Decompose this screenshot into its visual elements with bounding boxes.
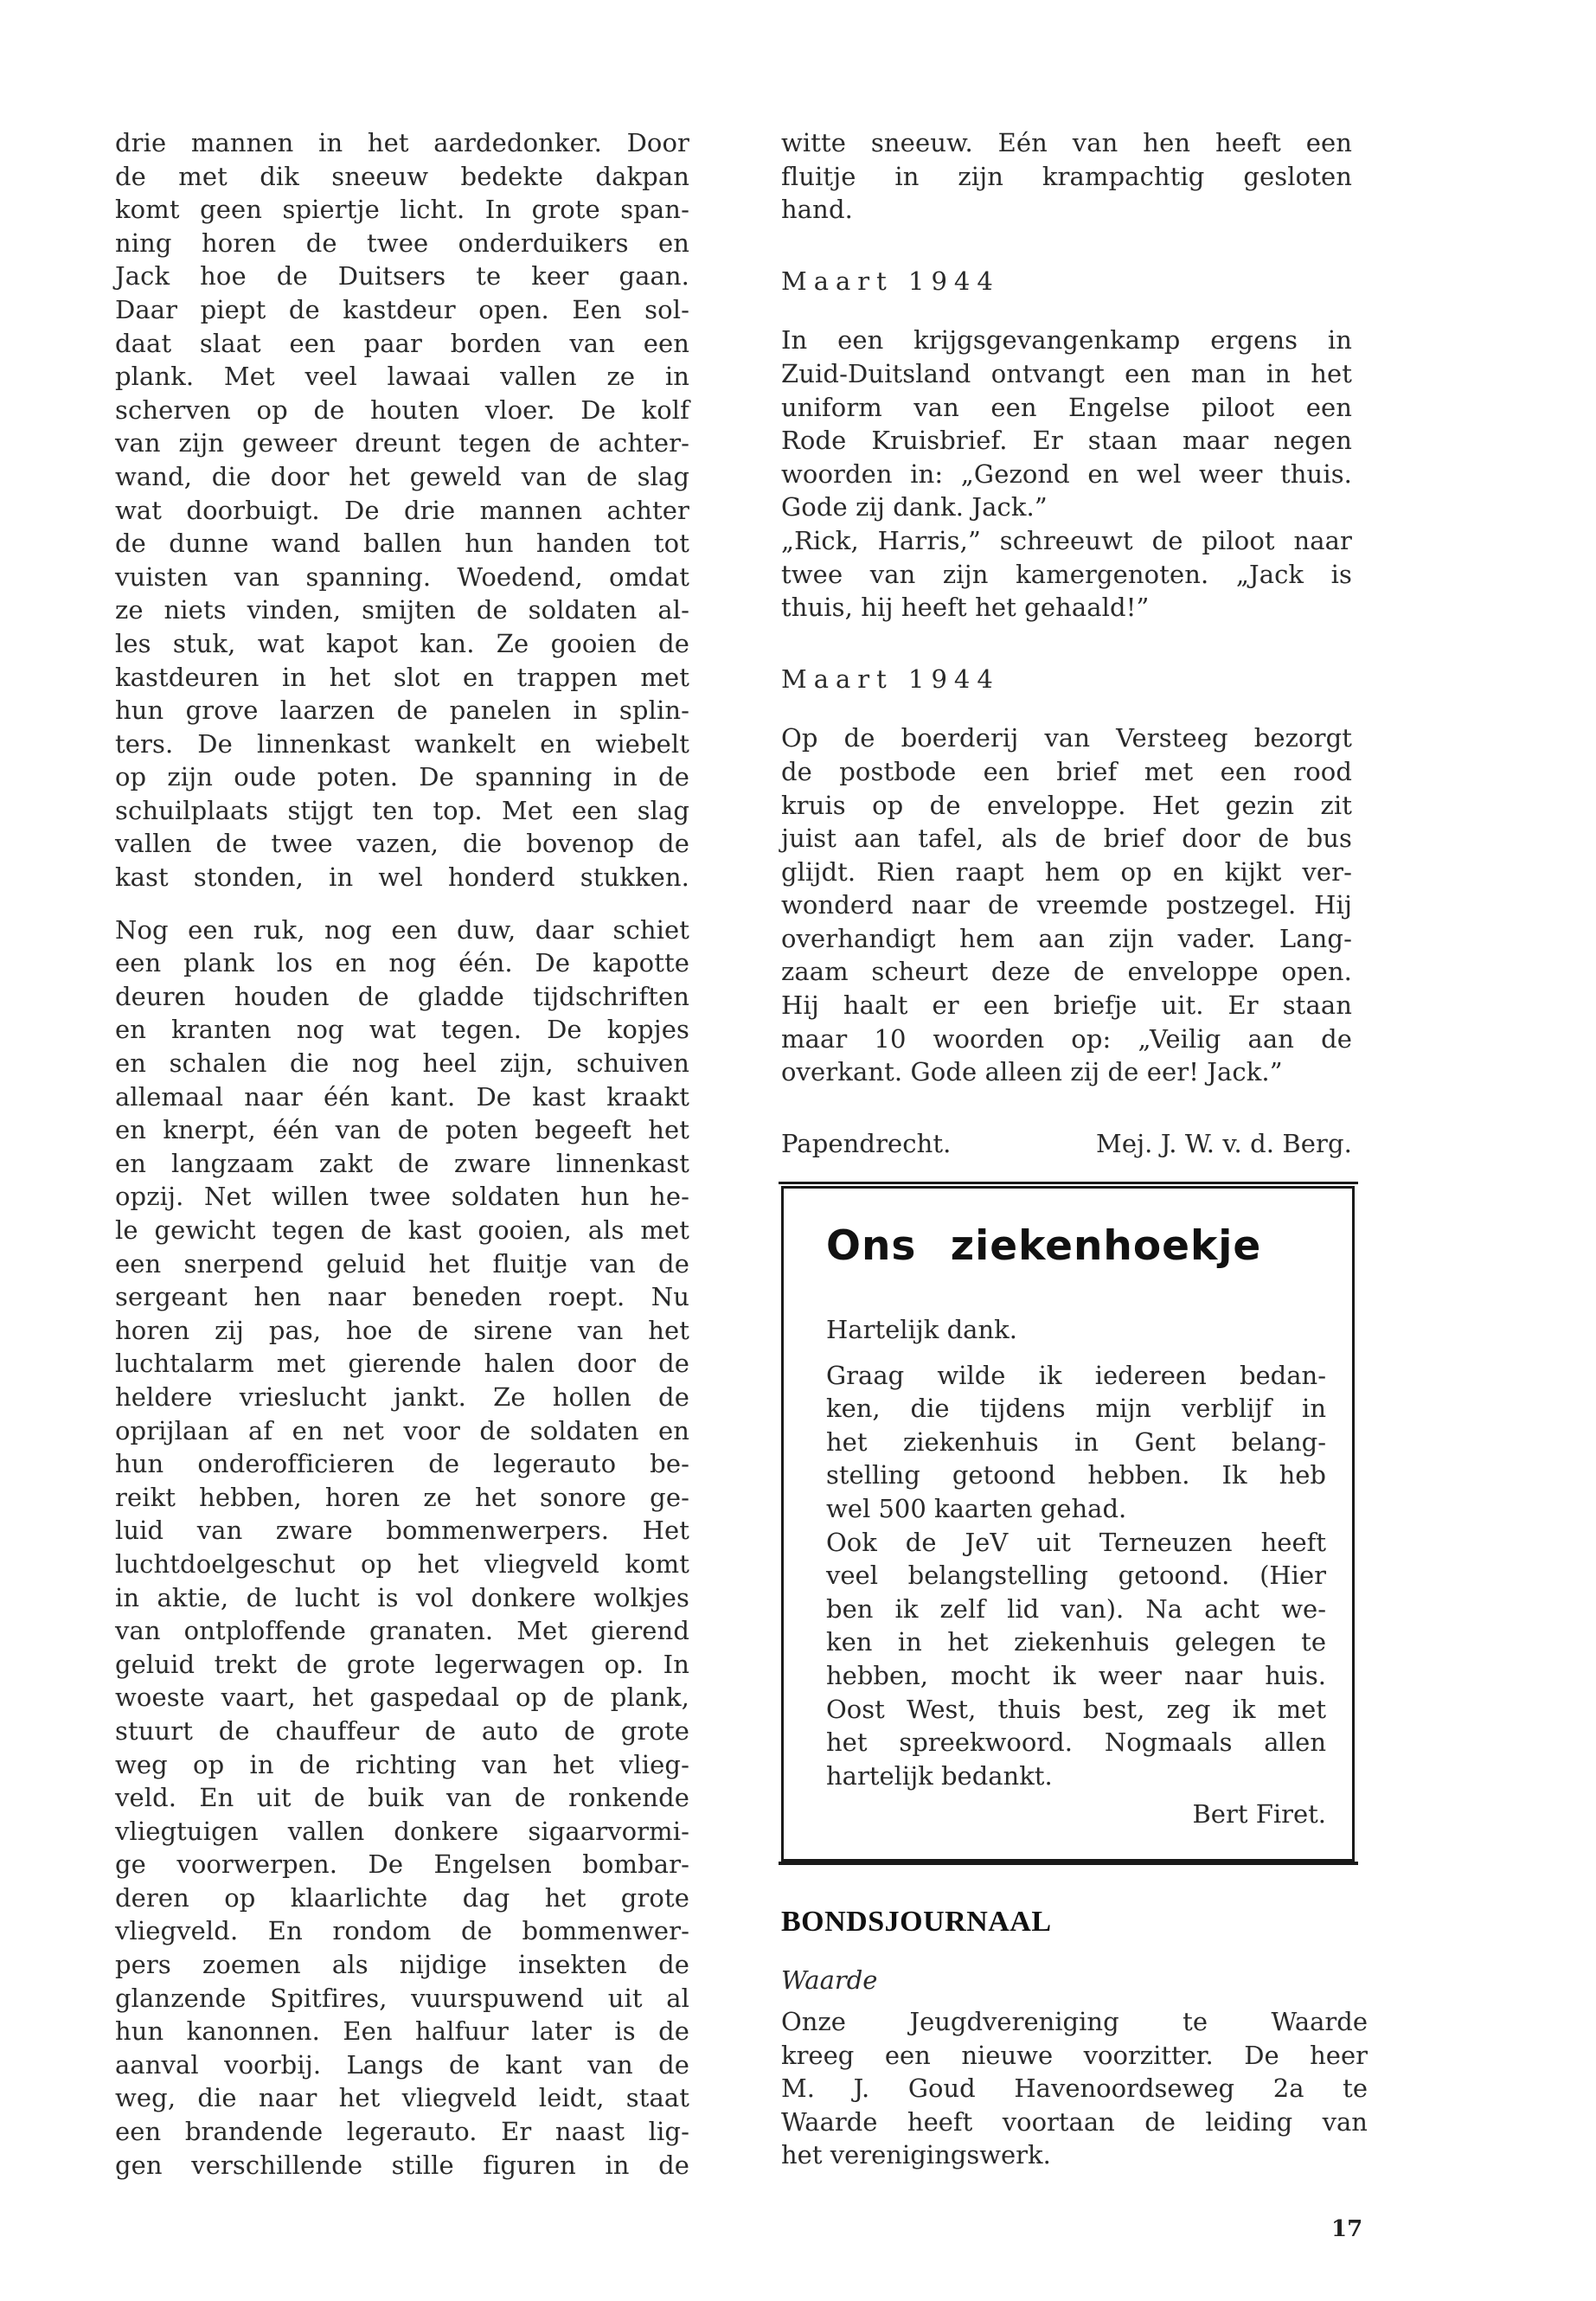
text-line: veld. En uit de buik van de ronkende xyxy=(115,1783,689,1813)
text-line: en kranten nog wat tegen. De kopjes xyxy=(115,1015,689,1045)
text-line: in aktie, de lucht is vol donkere wolkjes xyxy=(115,1582,689,1612)
text-line: vallen de twee vazen, die bovenop de xyxy=(115,829,689,859)
text-line: ben ik zelf lid van). Na acht we- xyxy=(826,1593,1326,1624)
text-line: gen verschillende stille figuren in de xyxy=(115,2150,689,2180)
text-line: glijdt. Rien raapt hem op en kijkt ver- xyxy=(781,856,1352,887)
text-line: deren op klaarlichte dag het grote xyxy=(115,1882,689,1913)
text-line: witte sneeuw. Eén van hen heeft een xyxy=(781,128,1352,157)
text-line: op zijn oude poten. De spanning in de xyxy=(115,762,689,792)
text-line: van ontploffende granaten. Met gierend xyxy=(115,1616,689,1646)
text-line: weg op in de richting van het vlieg- xyxy=(115,1749,689,1779)
dateline-2: Maart 1944 xyxy=(781,663,1000,694)
text-line: vuisten van spanning. Woedend, omdat xyxy=(115,561,689,592)
signature-place: Papendrecht. xyxy=(781,1128,952,1158)
text-line: kreeg een nieuwe voorzitter. De heer xyxy=(781,2040,1368,2070)
text-line: thuis, hij heeft het gehaald!” xyxy=(781,593,1150,623)
text-line: ken, die tijdens mijn verblijf in xyxy=(826,1394,1326,1424)
text-line: het spreekwoord. Nogmaals allen xyxy=(826,1727,1326,1758)
text-line: juist aan tafel, als de brief door de bus xyxy=(781,824,1352,854)
ziekenhoekje-body xyxy=(826,1313,1326,1831)
signature-author: Mej. J. W. v. d. Berg. xyxy=(1096,1128,1352,1158)
text-line: kruis op de enveloppe. Het gezin zit xyxy=(781,790,1352,820)
text-line: les stuk, wat kapot kan. Ze gooien de xyxy=(115,628,689,658)
text-line: de dunne wand ballen hun handen tot xyxy=(115,529,689,559)
ziekenhoekje-letter xyxy=(826,1359,1326,1793)
text-line: de postbode een brief met een rood xyxy=(781,756,1352,786)
text-line: Oost West, thuis best, zeg ik met xyxy=(826,1694,1326,1724)
text-line: twee van zijn kamergenoten. „Jack is xyxy=(781,559,1352,589)
text-line: Graag wilde ik iedereen bedan- xyxy=(826,1360,1326,1390)
text-line: overkant. Gode alleen zij de eer! Jack.” xyxy=(781,1057,1283,1087)
text-line: overhandigt hem aan zijn vader. Lang- xyxy=(781,923,1352,953)
text-line: woorden in: „Gezond en wel weer thuis. xyxy=(781,458,1352,489)
text-line: en schalen die nog heel zijn, schuiven xyxy=(115,1048,689,1079)
story-signature xyxy=(781,1127,1352,1161)
text-line: luid van zware bommenwerpers. Het xyxy=(115,1516,689,1546)
bondsjournaal-body xyxy=(781,2005,1368,2172)
text-line: het ziekenhuis in Gent belang- xyxy=(826,1426,1326,1457)
text-line: weg, die naar het vliegveld leidt, staat xyxy=(115,2083,689,2113)
text-line: komt geen spiertje licht. In grote span- xyxy=(115,195,689,225)
text-line: Daar piept de kastdeur open. Een sol- xyxy=(115,294,689,324)
text-line: plank. Met veel lawaai vallen ze in xyxy=(115,362,689,392)
text-line: sergeant hen naar beneden roept. Nu xyxy=(115,1282,689,1312)
text-line: hun grove laarzen de panelen in splin- xyxy=(115,695,689,726)
text-line: wel 500 kaarten gehad. xyxy=(826,1493,1127,1523)
text-line: hand. xyxy=(781,195,853,225)
text-line: van zijn geweer dreunt tegen de achter- xyxy=(115,428,689,458)
text-line: Zuid-Duitsland ontvangt een man in het xyxy=(781,358,1352,388)
bondsjournaal-location: Waarde xyxy=(781,1965,878,1995)
text-line: Onze Jeugdvereniging te Waarde xyxy=(781,2007,1368,2036)
text-line: ters. De linnenkast wankelt en wiebelt xyxy=(115,728,689,759)
text-line: geluid trekt de grote legerwagen op. In xyxy=(115,1649,689,1679)
dateline-1: Maart 1944 xyxy=(781,266,1000,296)
ziekenhoekje-intro: Hartelijk dank. xyxy=(826,1315,1017,1344)
text-line: hun kanonnen. Een halfuur later is de xyxy=(115,2016,689,2047)
text-line: ken in het ziekenhuis gelegen te xyxy=(826,1627,1326,1657)
bondsjournaal-title: BONDSJOURNAAL xyxy=(781,1906,1052,1938)
text-line: ze niets vinden, smijten de soldaten al- xyxy=(115,595,689,625)
text-line: ge voorwerpen. De Engelsen bombar- xyxy=(115,1849,689,1880)
box-bottom-rule xyxy=(779,1862,1358,1865)
text-line: heldere vrieslucht jankt. Ze hollen de xyxy=(115,1381,689,1412)
ziekenhoekje-title: Ons ziekenhoekje xyxy=(826,1222,1262,1270)
text-line: kastdeuren in het slot en trappen met xyxy=(115,662,689,692)
text-line: en knerpt, één van de poten begeeft het xyxy=(115,1115,689,1145)
text-line: een snerpend geluid het fluitje van de xyxy=(115,1248,689,1279)
text-line: Hij haalt er een briefje uit. Er staan xyxy=(781,990,1352,1021)
text-line: het verenigingswerk. xyxy=(781,2140,1051,2170)
text-line: Ook de JeV uit Terneuzen heeft xyxy=(826,1527,1326,1557)
ziekenhoekje-signature: Bert Firet. xyxy=(1192,1799,1326,1830)
pow-camp-paragraph xyxy=(781,324,1352,624)
text-line: Jack hoe de Duitsers te keer gaan. xyxy=(115,261,689,292)
story-continuation xyxy=(781,126,1352,227)
text-line: drie mannen in het aardedonker. Door xyxy=(115,128,689,157)
text-line: vliegveld. En rondom de bommenwer- xyxy=(115,1916,689,1946)
left-column xyxy=(115,126,689,2182)
text-line: wat doorbuigt. De drie mannen achter xyxy=(115,495,689,525)
text-line: Waarde heeft voortaan de leiding van xyxy=(781,2106,1368,2137)
text-line: zaam scheurt deze de enveloppe open. xyxy=(781,957,1352,987)
text-line: hebben, mocht ik weer naar huis. xyxy=(826,1660,1326,1690)
text-line: veel belangstelling getoond. (Hier xyxy=(826,1561,1326,1591)
text-line: ning horen de twee onderduikers en xyxy=(115,228,689,258)
text-line: maar 10 woorden op: „Veilig aan de xyxy=(781,1023,1352,1054)
text-line: horen zij pas, hoe de sirene van het xyxy=(115,1315,689,1345)
text-line: wonderd naar de vreemde postzegel. Hij xyxy=(781,890,1352,920)
text-line: woeste vaart, het gaspedaal op de plank, xyxy=(115,1682,689,1713)
box-top-rule xyxy=(779,1182,1358,1184)
text-line: fluitje in zijn krampachtig gesloten xyxy=(781,161,1352,191)
text-line: kast stonden, in wel honderd stukken. xyxy=(115,862,689,893)
text-line: „Rick, Harris,” schreeuwt de piloot naar xyxy=(781,525,1352,555)
text-line: scherven op de houten vloer. De kolf xyxy=(115,394,689,425)
text-line: vliegtuigen vallen donkere sigaarvormi- xyxy=(115,1816,689,1846)
text-line: reikt hebben, horen ze het sonore ge- xyxy=(115,1482,689,1512)
text-line: een brandende legerauto. Er naast lig- xyxy=(115,2117,689,2147)
text-line: allemaal naar één kant. De kast kraakt xyxy=(115,1081,689,1112)
text-line: een plank los en nog één. De kapotte xyxy=(115,948,689,978)
text-line: stuurt de chauffeur de auto de grote xyxy=(115,1715,689,1746)
text-line: le gewicht tegen de kast gooien, als met xyxy=(115,1215,689,1245)
farm-paragraph xyxy=(781,721,1352,1089)
text-line: en langzaam zakt de zware linnenkast xyxy=(115,1148,689,1178)
text-line: oprijlaan af en net voor de soldaten en xyxy=(115,1415,689,1445)
text-line: pers zoemen als nijdige insekten de xyxy=(115,1950,689,1980)
text-line: deuren houden de gladde tijdschriften xyxy=(115,981,689,1011)
text-line: Nog een ruk, nog een duw, daar schiet xyxy=(115,914,689,945)
text-line: glanzende Spitfires, vuurspuwend uit al xyxy=(115,1983,689,2013)
page-number: 17 xyxy=(1331,2216,1363,2242)
text-line: schuilplaats stijgt ten top. Met een slag xyxy=(115,795,689,825)
story-paragraph-2 xyxy=(115,913,689,2182)
text-line: In een krijgsgevangenkamp ergens in xyxy=(781,325,1352,356)
text-line: Gode zij dank. Jack.” xyxy=(781,492,1048,522)
text-line: uniform van een Engelse piloot een xyxy=(781,392,1352,422)
text-line: M. J. Goud Havenoordseweg 2a te xyxy=(781,2073,1368,2104)
text-line: luchtdoelgeschut op het vliegveld komt xyxy=(115,1548,689,1579)
text-line: luchtalarm met gierende halen door de xyxy=(115,1349,689,1379)
text-line: wand, die door het geweld van de slag xyxy=(115,461,689,491)
text-line: opzij. Net willen twee soldaten hun he- xyxy=(115,1182,689,1212)
text-line: hartelijk bedankt. xyxy=(826,1760,1053,1791)
text-line: Rode Kruisbrief. Er staan maar negen xyxy=(781,426,1352,456)
text-line: de met dik sneeuw bedekte dakpan xyxy=(115,161,689,191)
text-line: Op de boerderij van Versteeg bezorgt xyxy=(781,723,1352,753)
text-line: stelling getoond hebben. Ik heb xyxy=(826,1460,1326,1490)
text-line: daat slaat een paar borden van een xyxy=(115,328,689,358)
right-column xyxy=(781,126,1352,1160)
text-line: hun onderofficieren de legerauto be- xyxy=(115,1449,689,1479)
text-line: aanval voorbij. Langs de kant van de xyxy=(115,2049,689,2080)
story-paragraph-1 xyxy=(115,126,689,894)
